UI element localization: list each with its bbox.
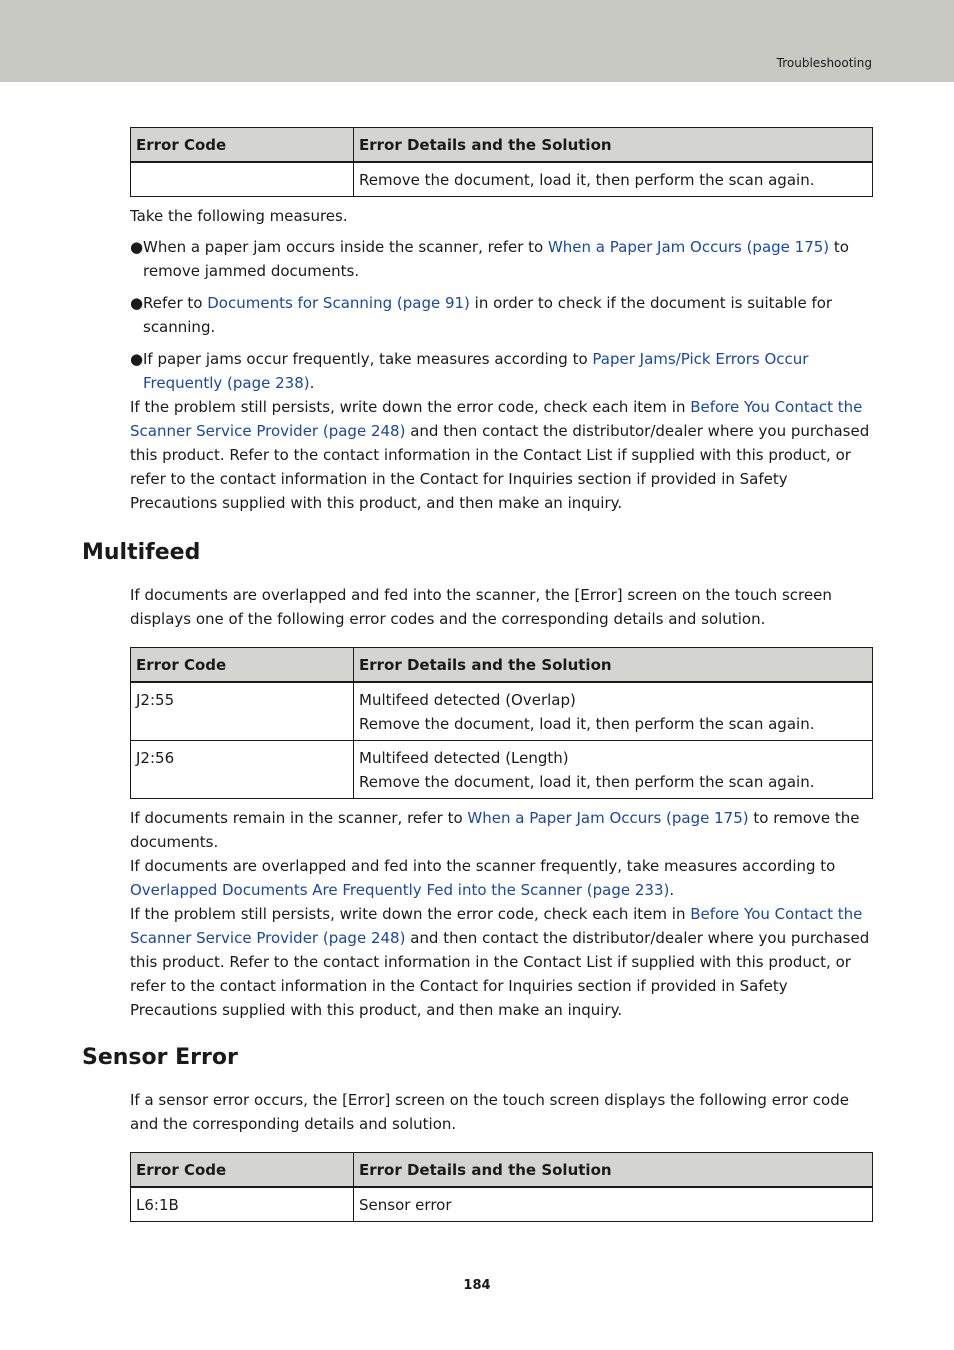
measures-intro: Take the following measures. (130, 207, 348, 225)
persist-paragraph (130, 902, 873, 1022)
error-code-cell: L6:1B (131, 1187, 354, 1222)
details-line: Remove the document, load it, then perform the scan again. (359, 171, 815, 189)
error-code-cell: J2:56 (131, 741, 354, 799)
header-bar (0, 0, 954, 82)
paragraph-text: If documents are overlapped and fed into the scanner frequently, take measures according to (130, 857, 836, 875)
error-code-cell (131, 162, 354, 197)
bullet-text: Refer to (143, 294, 208, 312)
sensor-error-intro: If a sensor error occurs, the [Error] screen on the touch screen displays the following error code and the corresponding details and solution. (130, 1091, 849, 1133)
link-overlapped-documents[interactable]: Overlapped Documents Are Frequently Fed into the Scanner (page 233) (130, 881, 670, 899)
table-row (131, 682, 873, 741)
paragraph-text: If the problem still persists, write down the error code, check each item in (130, 398, 691, 416)
link-documents-for-scanning[interactable]: Documents for Scanning (page 91) (207, 294, 470, 312)
sensor-error-heading: Sensor Error (82, 1045, 238, 1070)
paragraph-text: and then contact the distributor/dealer where you purchased this product. Refer to the contact information in the Contact List if supplied with this product, or refer to the contact information in the Contact for Inquiries section if provided in Safety Precautions supplied with this product, and then make an inquiry. (130, 929, 870, 1019)
paragraph-text: and then contact the distributor/dealer where you purchased this product. Refer to the contact information in the Contact List if supplied with this product, or refer to the contact information in the Contact for Inquiries section if provided in Safety Precautions supplied with this product, and then make an inquiry. (130, 422, 870, 512)
bullet-icon: ● (130, 294, 144, 312)
table-header-row (131, 648, 873, 683)
details-line: Multifeed detected (Length) (359, 749, 569, 767)
bullet-text: to remove jammed documents. (143, 238, 849, 280)
multifeed-heading: Multifeed (82, 540, 201, 565)
details-line: Multifeed detected (Overlap) (359, 691, 576, 709)
remain-paragraph (130, 806, 873, 854)
link-before-you-contact[interactable]: Before You Contact the Scanner Service Provider (page 248) (130, 905, 863, 947)
error-code-cell: J2:55 (131, 682, 354, 741)
bullet-text: . (309, 374, 315, 392)
error-details-cell (354, 682, 873, 741)
table-row (131, 741, 873, 799)
details-line: Sensor error (359, 1196, 452, 1214)
paragraph-text: . (669, 881, 675, 899)
error-details-cell (354, 1187, 873, 1222)
persist-paragraph (130, 395, 873, 515)
paragraph-text: to remove the documents. (130, 809, 860, 851)
frequent-paragraph (130, 854, 873, 902)
error-details-cell (354, 162, 873, 197)
measures-list (130, 235, 873, 395)
link-paper-jams-pick-errors[interactable]: Paper Jams/Pick Errors Occur Frequently (page 238) (143, 350, 809, 392)
column-header-error-code: Error Code (131, 128, 354, 163)
bullet-text: in order to check if the document is suitable for scanning. (143, 294, 833, 336)
link-when-paper-jam-occurs[interactable]: When a Paper Jam Occurs (page 175) (467, 809, 749, 827)
column-header-error-code: Error Code (131, 1153, 354, 1188)
paragraph-text: If the problem still persists, write down the error code, check each item in (130, 905, 691, 923)
link-when-paper-jam-occurs[interactable]: When a Paper Jam Occurs (page 175) (547, 238, 830, 256)
paper-jam-error-table (130, 127, 873, 197)
multifeed-error-table (130, 647, 873, 799)
bullet-text: When a paper jam occurs inside the scanner, refer to (143, 238, 548, 256)
multifeed-intro: If documents are overlapped and fed into the scanner, the [Error] screen on the touch screen displays one of the following error codes and the corresponding details and solution. (130, 586, 832, 628)
error-details-cell (354, 741, 873, 799)
column-header-error-code: Error Code (131, 648, 354, 683)
bullet-text: If paper jams occur frequently, take measures according to (143, 350, 593, 368)
column-header-error-details: Error Details and the Solution (354, 128, 873, 163)
link-before-you-contact[interactable]: Before You Contact the Scanner Service Provider (page 248) (130, 398, 863, 440)
page-number: 184 (463, 1278, 491, 1293)
table-row (131, 1187, 873, 1222)
paragraph-text: If documents remain in the scanner, refer to (130, 809, 468, 827)
table-header-row (131, 1153, 873, 1188)
table-row (131, 162, 873, 197)
bullet-icon: ● (130, 238, 144, 256)
list-item (130, 347, 873, 395)
table-header-row (131, 128, 873, 163)
column-header-error-details: Error Details and the Solution (354, 1153, 873, 1188)
column-header-error-details: Error Details and the Solution (354, 648, 873, 683)
details-line: Remove the document, load it, then perform the scan again. (359, 715, 815, 733)
sensor-error-table (130, 1152, 873, 1222)
list-item (130, 235, 873, 283)
page-content (82, 127, 873, 1222)
details-line: Remove the document, load it, then perform the scan again. (359, 773, 815, 791)
header-section-title: Troubleshooting (776, 56, 872, 70)
bullet-icon: ● (130, 350, 144, 368)
list-item (130, 291, 873, 339)
